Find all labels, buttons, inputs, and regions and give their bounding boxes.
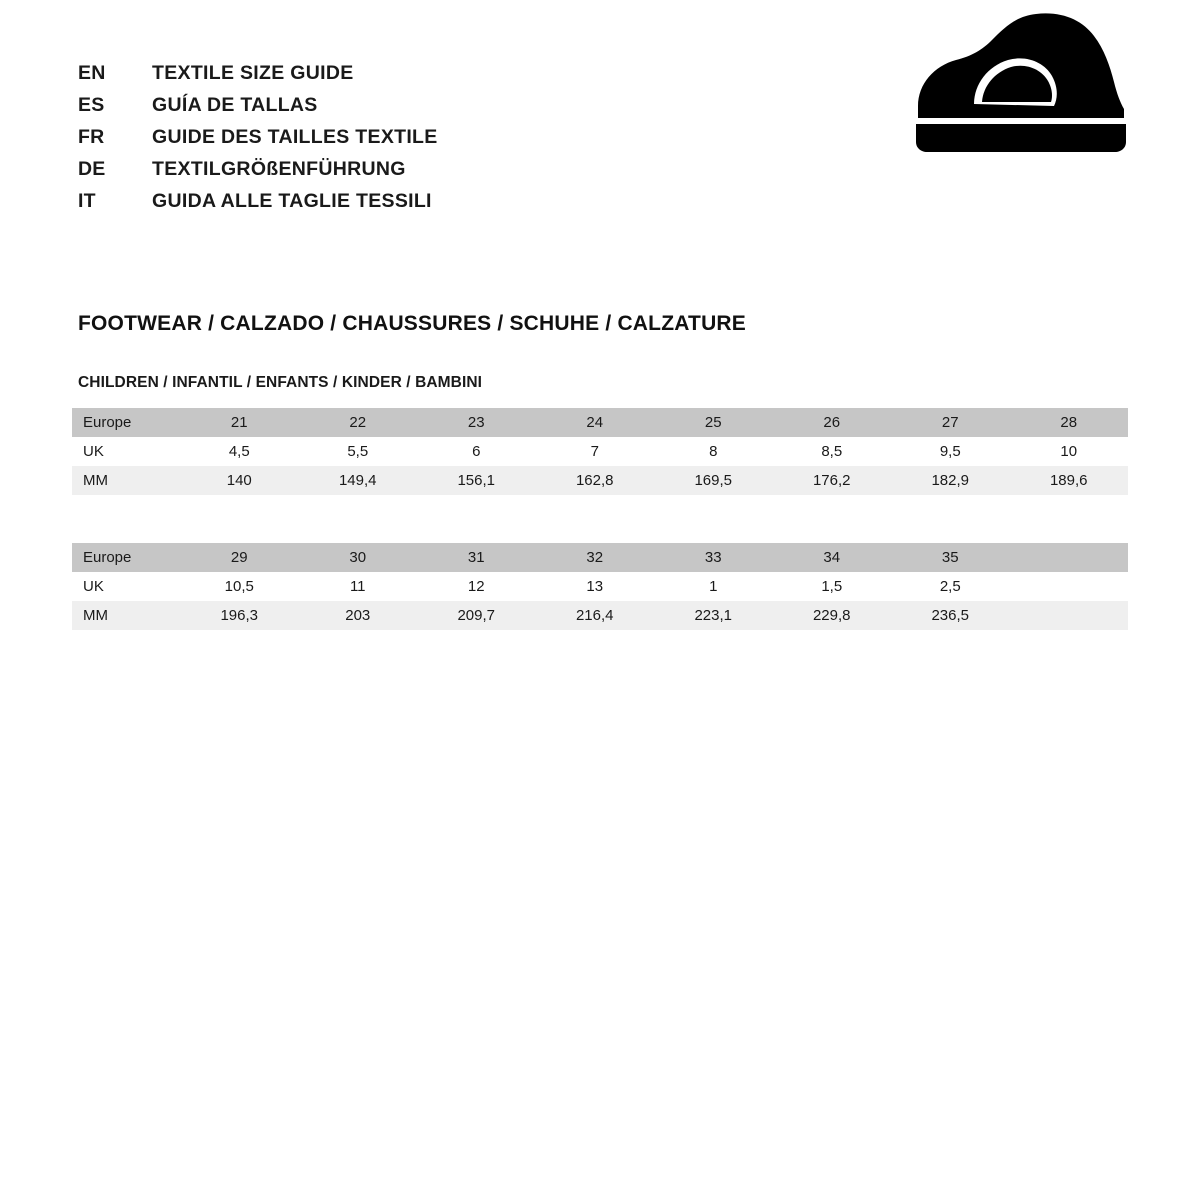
cell: 236,5 — [891, 601, 1010, 630]
cell: 209,7 — [417, 601, 536, 630]
language-code-en: EN — [78, 62, 106, 84]
cell: 4,5 — [180, 437, 299, 466]
table-row — [72, 572, 1128, 601]
cell: 33 — [654, 543, 773, 572]
row-label-uk: UK — [72, 437, 180, 466]
row-label-europe: Europe — [72, 408, 180, 437]
row-label-europe: Europe — [72, 543, 180, 572]
cell: 196,3 — [180, 601, 299, 630]
language-code-fr: FR — [78, 126, 105, 148]
section-subtitle: CHILDREN / INFANTIL / ENFANTS / KINDER / BAMBINI — [78, 374, 483, 391]
cell: 8 — [654, 437, 773, 466]
cell: 25 — [654, 408, 773, 437]
cell: 30 — [299, 543, 418, 572]
language-title-it: GUIDA ALLE TAGLIE TESSILI — [152, 190, 432, 212]
cell: 12 — [417, 572, 536, 601]
language-title-fr: GUIDE DES TAILLES TEXTILE — [152, 126, 438, 148]
cell: 162,8 — [536, 466, 655, 495]
cell: 11 — [299, 572, 418, 601]
cell-empty — [1010, 572, 1129, 601]
table-row — [72, 408, 1128, 437]
cell: 5,5 — [299, 437, 418, 466]
cell: 32 — [536, 543, 655, 572]
cell: 216,4 — [536, 601, 655, 630]
language-row-it — [78, 190, 1128, 222]
cell: 1 — [654, 572, 773, 601]
language-title-en: TEXTILE SIZE GUIDE — [152, 62, 354, 84]
cell: 189,6 — [1010, 466, 1129, 495]
cell: 29 — [180, 543, 299, 572]
cell: 35 — [891, 543, 1010, 572]
cell: 223,1 — [654, 601, 773, 630]
cell: 8,5 — [773, 437, 892, 466]
cell: 26 — [773, 408, 892, 437]
language-title-es: GUÍA DE TALLAS — [152, 94, 318, 116]
cell: 182,9 — [891, 466, 1010, 495]
cell: 28 — [1010, 408, 1129, 437]
cell: 24 — [536, 408, 655, 437]
cell: 10 — [1010, 437, 1129, 466]
row-label-mm: MM — [72, 601, 180, 630]
table-row — [72, 437, 1128, 466]
size-table-children-29-35 — [72, 543, 1128, 630]
shoe-icon — [912, 10, 1132, 160]
cell: 21 — [180, 408, 299, 437]
row-label-uk: UK — [72, 572, 180, 601]
cell: 13 — [536, 572, 655, 601]
cell: 7 — [536, 437, 655, 466]
cell: 23 — [417, 408, 536, 437]
language-code-it: IT — [78, 190, 96, 212]
language-row-de — [78, 158, 1128, 190]
language-code-es: ES — [78, 94, 105, 116]
cell: 9,5 — [891, 437, 1010, 466]
cell: 34 — [773, 543, 892, 572]
cell: 22 — [299, 408, 418, 437]
size-table-children-21-28 — [72, 408, 1128, 495]
section-title: FOOTWEAR / CALZADO / CHAUSSURES / SCHUHE / CALZATURE — [78, 312, 747, 335]
cell: 2,5 — [891, 572, 1010, 601]
cell: 149,4 — [299, 466, 418, 495]
cell: 140 — [180, 466, 299, 495]
cell: 156,1 — [417, 466, 536, 495]
cell-empty — [1010, 543, 1129, 572]
table-row — [72, 601, 1128, 630]
cell-empty — [1010, 601, 1129, 630]
language-title-de: TEXTILGRÖßENFÜHRUNG — [152, 158, 406, 180]
row-label-mm: MM — [72, 466, 180, 495]
table-row — [72, 543, 1128, 572]
cell: 229,8 — [773, 601, 892, 630]
cell: 31 — [417, 543, 536, 572]
cell: 176,2 — [773, 466, 892, 495]
language-code-de: DE — [78, 158, 106, 180]
cell: 27 — [891, 408, 1010, 437]
cell: 6 — [417, 437, 536, 466]
cell: 1,5 — [773, 572, 892, 601]
cell: 203 — [299, 601, 418, 630]
cell: 169,5 — [654, 466, 773, 495]
table-row — [72, 466, 1128, 495]
cell: 10,5 — [180, 572, 299, 601]
